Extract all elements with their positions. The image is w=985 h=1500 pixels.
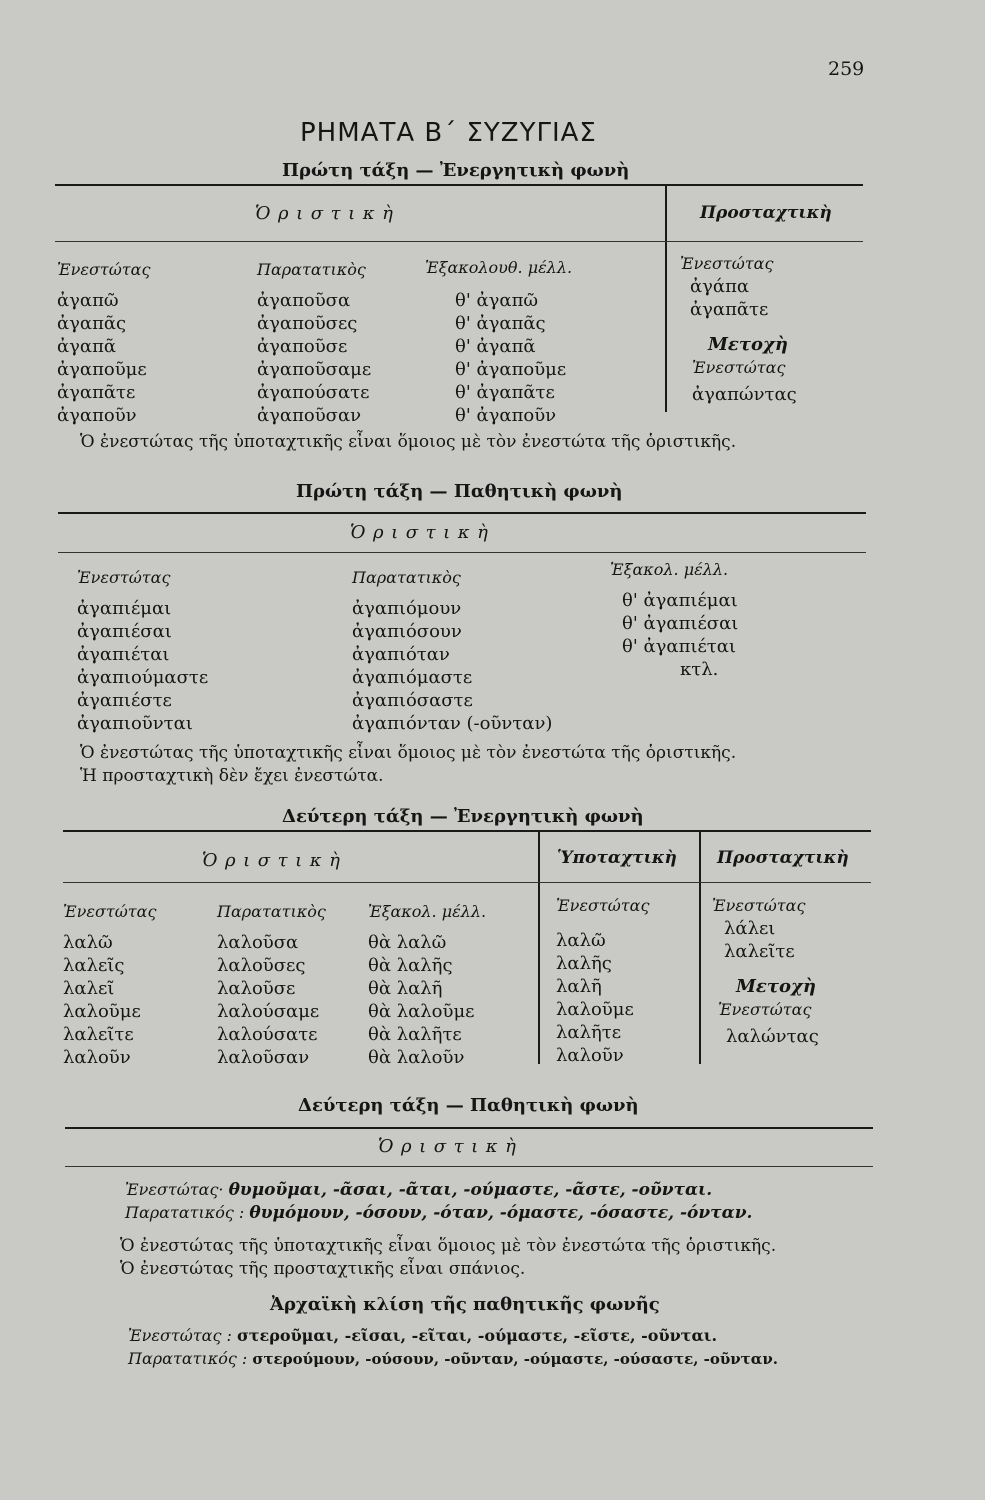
s3-col2-row: λαλούσαμε	[217, 1001, 320, 1022]
s2-top-rule	[58, 512, 866, 514]
s2-col1-row: ἀγαπιέσαι	[77, 621, 172, 642]
s1-col3-row: θ' ἀγαπᾶς	[455, 313, 546, 334]
s3-prostaktiki-label: Προσταχτικὴ	[717, 848, 849, 868]
s4-line-2	[125, 1203, 752, 1223]
s4-top-rule	[65, 1127, 873, 1129]
s4-line-1	[125, 1180, 712, 1200]
s1-col4-header: Ἐνεστώτας	[680, 254, 774, 273]
s1-col1-header: Ἐνεστώτας	[57, 260, 151, 279]
s1-metochi-label: Μετοχὴ	[708, 334, 788, 355]
s1-col3-header: Ἐξακολουθ. μέλλ.	[425, 258, 573, 277]
s3-metochi-value: λαλώντας	[726, 1026, 819, 1047]
s3-col4-row: λαλοῦμε	[556, 999, 634, 1020]
s1-col3-row: θ' ἀγαπᾶ	[455, 336, 536, 357]
s3-col3-row: θὰ λαλῆς	[368, 955, 453, 976]
s3-col2-header: Παρατατικὸς	[217, 902, 326, 921]
s3-column-divider-1	[538, 832, 540, 1064]
s3-ypotaktiki-label: Ὑποταχτικὴ	[557, 848, 677, 868]
s3-top-rule	[63, 830, 871, 832]
s5-line1-label: Ἐνεστώτας :	[128, 1326, 232, 1345]
s2-col1-header: Ἐνεστώτας	[77, 568, 171, 587]
s2-col3-row: κτλ.	[680, 659, 719, 680]
s3-column-divider-2	[699, 832, 701, 1064]
s1-col-mellontas	[455, 289, 566, 427]
s1-metochi-header: Ἐνεστώτας	[692, 358, 786, 377]
s4-oristiki-label: Ὁριστικὴ	[378, 1136, 524, 1157]
s3-col1-row: λαλοῦν	[63, 1047, 131, 1068]
s3-col5-row: λαλεῖτε	[724, 941, 795, 962]
s3-col1-row: λαλῶ	[63, 932, 113, 953]
s3-heading: Δεύτερη τάξη — Ἐνεργητικὴ φωνὴ	[282, 806, 644, 827]
s1-col-prostaktiki	[680, 252, 797, 406]
s3-col2-row: λαλοῦσα	[217, 932, 299, 953]
s4-note-2: Ὁ ἐνεστώτας τῆς προσταχτικῆς εἶναι σπάνιος.	[120, 1259, 526, 1279]
s5-line-1	[128, 1326, 717, 1345]
s3-col-enestotas	[63, 900, 156, 1069]
s2-col2-row: ἀγαπιόνταν (-οῦνταν)	[352, 713, 553, 734]
s2-col2-row: ἀγαπιόσουν	[352, 621, 462, 642]
s1-header-rule	[55, 241, 863, 242]
s3-col4-row: λαλῆτε	[556, 1022, 622, 1043]
s5-line2-label: Παρατατικός :	[128, 1349, 248, 1368]
s1-col-enestotas	[57, 258, 150, 427]
s3-col3-row: θὰ λαλοῦν	[368, 1047, 465, 1068]
s2-notes	[80, 742, 736, 788]
s3-col-paratatikos	[217, 900, 326, 1069]
s3-col1-row: λαλεῖς	[63, 955, 125, 976]
s4-note-1: Ὁ ἐνεστώτας τῆς ὑποταχτικῆς εἶναι ὅμοιος μὲ τὸν ἐνεστώτα τῆς ὁριστικῆς.	[120, 1236, 777, 1256]
s3-col2-row: λαλοῦσαν	[217, 1047, 310, 1068]
s3-col3-row: θὰ λαλῆ	[368, 978, 443, 999]
s4-header-rule	[65, 1166, 873, 1167]
s1-col3-row: θ' ἀγαπᾶτε	[455, 382, 555, 403]
s2-note-2: Ἡ προσταχτικὴ δὲν ἔχει ἐνεστώτα.	[80, 766, 384, 786]
s1-col1-row: ἀγαπῶ	[57, 290, 119, 311]
s3-col3-header: Ἐξακολ. μέλλ.	[368, 902, 487, 921]
s2-col1-row: ἀγαπιούμαστε	[77, 667, 209, 688]
s4-line1-label: Ἐνεστώτας·	[125, 1180, 224, 1199]
s3-col3-row: θὰ λαλῶ	[368, 932, 447, 953]
s3-col1-row: λαλοῦμε	[63, 1001, 141, 1022]
s2-heading: Πρώτη τάξη — Παθητικὴ φωνὴ	[296, 481, 623, 502]
s1-col4-row: ἀγάπα	[690, 276, 750, 297]
s1-col1-row: ἀγαποῦν	[57, 405, 137, 426]
s4-line2-label: Παρατατικός :	[125, 1203, 245, 1222]
s2-col3-row: θ' ἀγαπιέται	[622, 636, 736, 657]
s1-col-paratatikos	[257, 258, 371, 427]
s1-col4-row: ἀγαπᾶτε	[690, 299, 769, 320]
s5-line2-text: στερούμουν, -ούσουν, -οῦνταν, -ούμαστε, -ούσαστε, -οῦνταν.	[252, 1350, 778, 1368]
page-title: ΡΗΜΑΤΑ Β΄ ΣΥΖΥΓΙΑΣ	[300, 118, 597, 148]
s1-col2-row: ἀγαποῦσε	[257, 336, 348, 357]
s2-col1-row: ἀγαπιοῦνται	[77, 713, 193, 734]
s2-col-enestotas	[77, 566, 208, 735]
s3-col4-row: λαλῆς	[556, 953, 612, 974]
s2-col1-row: ἀγαπιέστε	[77, 690, 172, 711]
s3-col2-row: λαλούσατε	[217, 1024, 318, 1045]
s3-col-prostaktiki	[712, 894, 819, 1048]
s3-col2-row: λαλοῦσες	[217, 955, 306, 976]
s3-col1-row: λαλεῖ	[63, 978, 115, 999]
page-number: 259	[828, 58, 865, 80]
s1-top-rule	[55, 184, 863, 186]
s2-header-rule	[58, 552, 866, 553]
s3-oristiki-label: Ὁριστικὴ	[202, 850, 348, 871]
s2-col3-header: Ἐξακολ. μέλλ.	[610, 560, 729, 579]
s1-heading: Πρώτη τάξη — Ἐνεργητικὴ φωνὴ	[282, 160, 630, 181]
s1-col2-row: ἀγαποῦσες	[257, 313, 358, 334]
s1-oristiki-label: Ὁριστικὴ	[255, 203, 401, 224]
s3-col5-header: Ἐνεστώτας	[712, 896, 806, 915]
s2-note-1: Ὁ ἐνεστώτας τῆς ὑποταχτικῆς εἶναι ὅμοιος μὲ τὸν ἐνεστώτα τῆς ὁριστικῆς.	[80, 743, 737, 763]
s2-col-paratatikos	[352, 566, 552, 735]
s3-col-ypotaktiki	[556, 894, 649, 1067]
s2-col2-row: ἀγαπιόσαστε	[352, 690, 473, 711]
s2-col3-row: θ' ἀγαπιέσαι	[622, 613, 739, 634]
s3-col4-header: Ἐνεστώτας	[556, 896, 650, 915]
s3-col3-row: θὰ λαλοῦμε	[368, 1001, 475, 1022]
s1-col2-row: ἀγαπούσατε	[257, 382, 370, 403]
s5-line-2	[128, 1349, 778, 1368]
s3-col1-row: λαλεῖτε	[63, 1024, 134, 1045]
s1-column-divider	[665, 186, 667, 412]
s2-oristiki-label: Ὁριστικὴ	[350, 522, 496, 543]
s3-col1-header: Ἐνεστώτας	[63, 902, 157, 921]
s2-col3-row: θ' ἀγαπιέμαι	[622, 590, 738, 611]
s2-col-mellontas	[610, 558, 738, 681]
s3-col4-row: λαλῆ	[556, 976, 602, 997]
s1-col2-header: Παρατατικὸς	[257, 260, 366, 279]
s3-col4-row: λαλοῦν	[556, 1045, 624, 1066]
s1-col1-row: ἀγαποῦμε	[57, 359, 147, 380]
s5-heading: Ἀρχαϊκὴ κλίση τῆς παθητικῆς φωνῆς	[270, 1294, 660, 1315]
s1-metochi-value: ἀγαπώντας	[692, 384, 797, 405]
s4-line2-text: θυμόμουν, -όσουν, -όταν, -όμαστε, -όσαστε, -όνταν.	[249, 1203, 753, 1223]
s2-col2-row: ἀγαπιόμουν	[352, 598, 462, 619]
s4-line1-text: θυμοῦμαι, -ᾶσαι, -ᾶται, -ούμαστε, -ᾶστε, -οῦνται.	[228, 1180, 713, 1200]
s2-col2-header: Παρατατικὸς	[352, 568, 461, 587]
s3-col3-row: θὰ λαλῆτε	[368, 1024, 462, 1045]
s3-metochi-header: Ἐνεστώτας	[718, 1000, 812, 1019]
s2-col2-row: ἀγαπιόταν	[352, 644, 450, 665]
s3-header-rule	[63, 882, 871, 883]
s4-notes	[120, 1235, 776, 1281]
s2-col1-row: ἀγαπιέμαι	[77, 598, 172, 619]
s1-prostaktiki-label: Προσταχτικὴ	[700, 203, 832, 223]
s1-col3-row: θ' ἀγαποῦν	[455, 405, 557, 426]
s1-col1-row: ἀγαπᾶ	[57, 336, 117, 357]
s1-col1-row: ἀγαπᾶτε	[57, 382, 136, 403]
s1-col2-row: ἀγαποῦσα	[257, 290, 351, 311]
s1-col1-row: ἀγαπᾶς	[57, 313, 127, 334]
s1-note: Ὁ ἐνεστώτας τῆς ὑποταχτικῆς εἶναι ὅμοιος μὲ τὸν ἐνεστώτα τῆς ὁριστικῆς.	[80, 432, 737, 452]
s1-col2-row: ἀγαποῦσαν	[257, 405, 362, 426]
s2-col2-row: ἀγαπιόμαστε	[352, 667, 473, 688]
s1-col3-row: θ' ἀγαποῦμε	[455, 359, 567, 380]
s2-col1-row: ἀγαπιέται	[77, 644, 170, 665]
s3-col5-row: λάλει	[724, 918, 776, 939]
s1-col3-row: θ' ἀγαπῶ	[455, 290, 539, 311]
s3-metochi-label: Μετοχὴ	[736, 976, 816, 997]
s3-col-mellontas	[368, 900, 486, 1069]
s1-col2-row: ἀγαποῦσαμε	[257, 359, 372, 380]
s5-line1-text: στεροῦμαι, -εῖσαι, -εῖται, -ούμαστε, -εῖστε, -οῦνται.	[236, 1326, 718, 1345]
s3-col2-row: λαλοῦσε	[217, 978, 296, 999]
s4-heading: Δεύτερη τάξη — Παθητικὴ φωνὴ	[298, 1095, 639, 1116]
s3-col4-row: λαλῶ	[556, 930, 606, 951]
